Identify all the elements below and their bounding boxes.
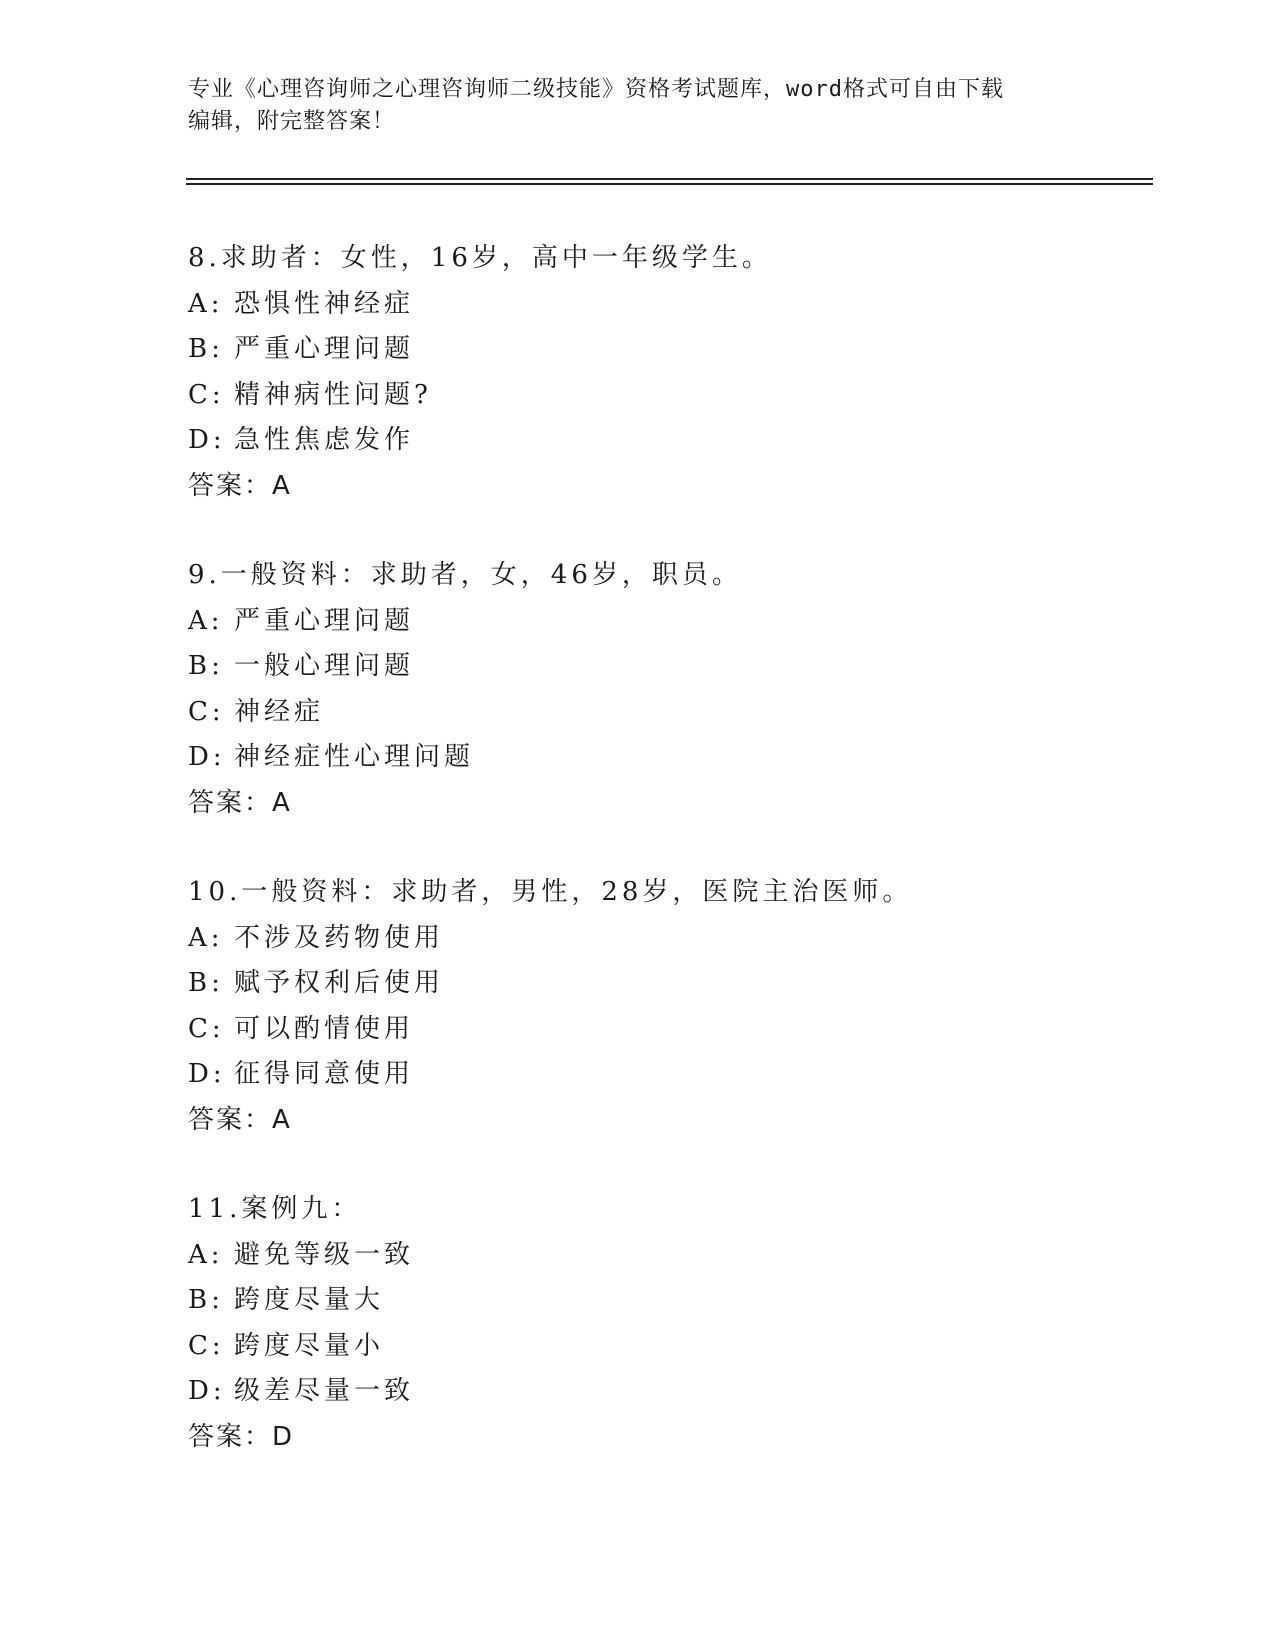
question-stem: 9.一般资料：求助者，女，46岁，职员。	[188, 560, 742, 590]
option-text: 严重心理问题	[234, 334, 415, 364]
option-d	[188, 735, 1148, 781]
option-letter: D:	[188, 742, 226, 772]
question-9	[188, 553, 1148, 826]
option-text: 跨度尽量大	[234, 1285, 385, 1315]
option-letter: C:	[188, 379, 225, 410]
header-divider-top	[186, 178, 1153, 180]
option-letter: D:	[188, 1059, 226, 1089]
option-text: 不涉及药物使用	[234, 922, 445, 953]
option-c	[188, 373, 1148, 419]
option-c	[188, 1007, 1148, 1053]
option-c	[188, 690, 1148, 736]
option-text: 神经症	[234, 696, 325, 727]
option-d	[188, 1052, 1148, 1098]
option-text: 一般心理问题	[234, 651, 415, 681]
option-letter: C:	[188, 1330, 225, 1361]
header-line-1: 专业《心理咨询师之心理咨询师二级技能》资格考试题库，word格式可自由下载	[188, 77, 1004, 102]
header-line-2: 编辑，附完整答案！	[188, 109, 396, 134]
option-a	[188, 1233, 1148, 1279]
option-b	[188, 644, 1148, 690]
option-a	[188, 916, 1148, 962]
option-letter: B:	[188, 1285, 224, 1315]
option-text: 神经症性心理问题	[234, 742, 475, 772]
answer-line: 答案：A	[188, 787, 292, 818]
option-b	[188, 961, 1148, 1007]
option-letter: B:	[188, 651, 224, 681]
answer-line: 答案：D	[188, 1421, 295, 1452]
question-stem: 8.求助者：女性，16岁，高中一年级学生。	[188, 243, 772, 273]
option-text: 避免等级一致	[234, 1239, 415, 1270]
option-text: 级差尽量一致	[234, 1376, 415, 1406]
option-letter: C:	[188, 696, 225, 727]
option-letter: A:	[188, 288, 224, 319]
option-a	[188, 282, 1148, 328]
option-letter: D:	[188, 425, 226, 455]
question-stem: 10.一般资料：求助者，男性，28岁，医院主治医师。	[188, 877, 913, 907]
answer-line: 答案：A	[188, 470, 292, 501]
option-letter: C:	[188, 1013, 225, 1044]
option-d	[188, 1369, 1148, 1415]
option-text: 赋予权利后使用	[234, 968, 445, 998]
option-a	[188, 599, 1148, 645]
option-c	[188, 1324, 1148, 1370]
question-list	[188, 236, 1148, 1504]
option-letter: B:	[188, 334, 224, 364]
question-8	[188, 236, 1148, 509]
option-text: 急性焦虑发作	[234, 425, 415, 455]
option-d	[188, 418, 1148, 464]
header-divider-bottom	[186, 183, 1153, 185]
option-b	[188, 1278, 1148, 1324]
document-header	[188, 74, 1088, 138]
option-letter: B:	[188, 968, 224, 998]
option-letter: D:	[188, 1376, 226, 1406]
answer-line: 答案：A	[188, 1104, 292, 1135]
option-text: 精神病性问题?	[234, 379, 432, 410]
option-text: 可以酌情使用	[234, 1013, 415, 1044]
question-11	[188, 1187, 1148, 1460]
option-letter: A:	[188, 1239, 224, 1270]
option-text: 严重心理问题	[234, 605, 415, 636]
option-text: 跨度尽量小	[234, 1330, 385, 1361]
option-letter: A:	[188, 605, 224, 636]
option-b	[188, 327, 1148, 373]
option-text: 征得同意使用	[234, 1059, 415, 1089]
option-text: 恐惧性神经症	[234, 288, 415, 319]
option-letter: A:	[188, 922, 224, 953]
question-stem: 11.案例九：	[188, 1194, 362, 1224]
question-10	[188, 870, 1148, 1143]
